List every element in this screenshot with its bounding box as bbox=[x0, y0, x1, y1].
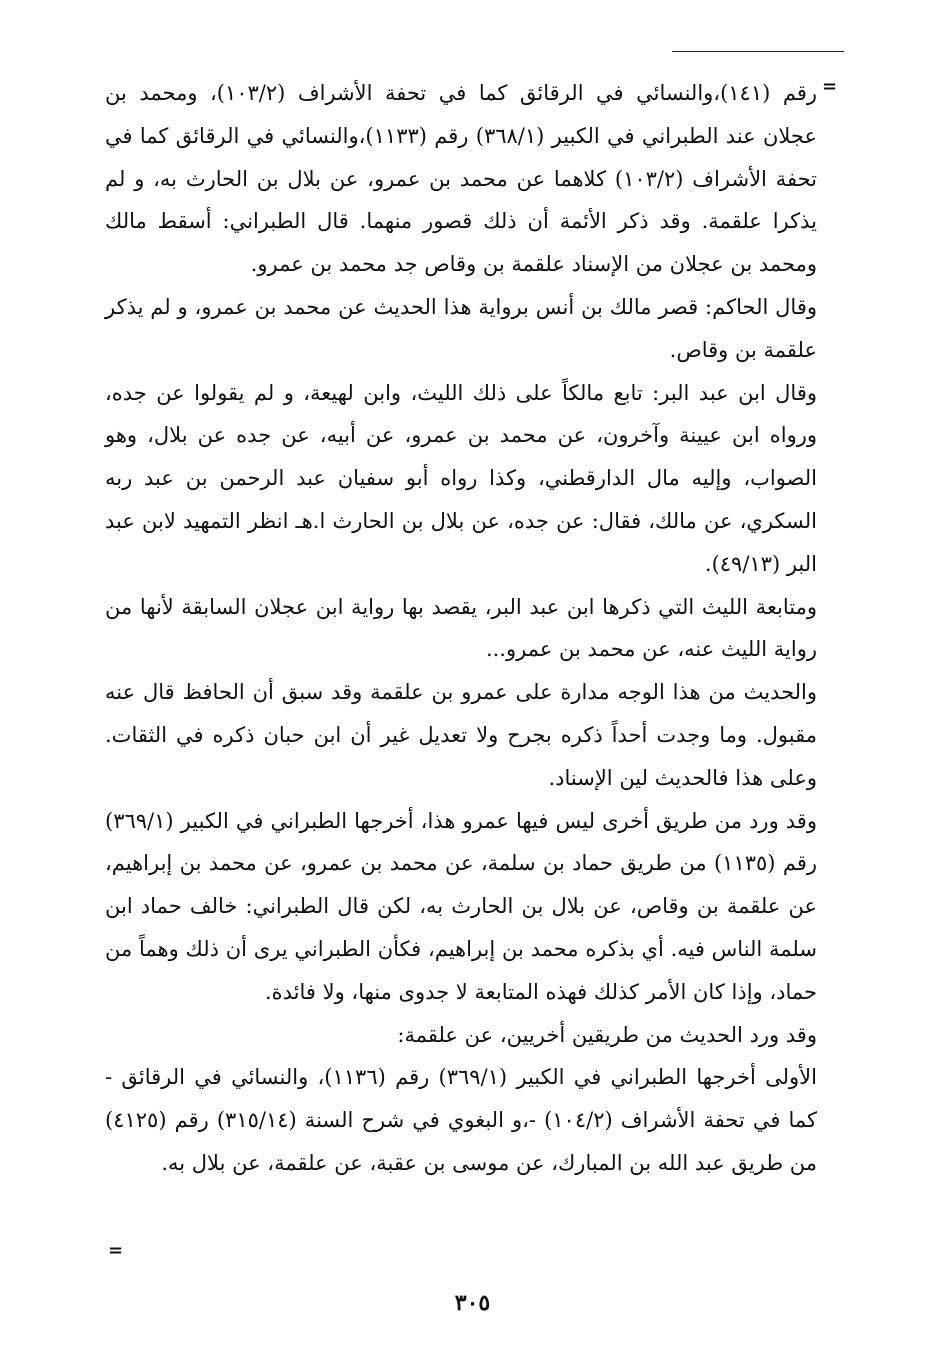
footnote-body bbox=[105, 72, 817, 1185]
paragraph-5: والحديث من هذا الوجه مدارة على عمرو بن علقمة وقد سبق أن الحافظ قال عنه مقبول. وما وجدت أحداً ذكره بجرح ولا تعديل غير أن ابن حبان ذكره في الثقات. وعلى هذا فالحديث لين الإسناد. bbox=[105, 680, 817, 790]
paragraph-7: وقد ورد الحديث من طريقين أخريين، عن علقمة: bbox=[397, 1022, 817, 1047]
paragraph-2: وقال الحاكم: قصر مالك بن أنس برواية هذا الحديث عن محمد بن عمرو، و لم يذكر علقمة بن وقاص. bbox=[105, 294, 817, 362]
paragraph-8: الأولى أخرجها الطبراني في الكبير (٣٦٩/١) رقم (١١٣٦)، والنسائي في الرقائق - كما في تحفة الأشراف (١٠٤/٢) -،و البغوي في شرح السنة (٣١٥/١٤) رقم (٤١٢٥) من طريق عبد الله بن المبارك، عن موسى بن عقبة، عن علقمة، عن بلال به. bbox=[105, 1065, 817, 1175]
paragraph-6: وقد ورد من طريق أخرى ليس فيها عمرو هذا، أخرجها الطبراني في الكبير (٣٦٩/١) رقم (١١٣٥) من طريق حماد بن سلمة، عن محمد بن عمرو، عن محمد بن إبراهيم، عن علقمة بن وقاص، عن بلال بن الحارث به، لكن قال الطبراني: خالف حماد ابن سلمة الناس فيه. أي بذكره محمد بن إبراهيم، فكأن الطبراني يرى أن ذلك وهماً من حماد، وإذا كان الأمر كذلك فهذه المتابعة لا جدوى منها، ولا فائدة. bbox=[105, 808, 817, 1004]
continuation-mark-top: = bbox=[822, 76, 838, 97]
continuation-mark-bottom: = bbox=[108, 1240, 124, 1261]
paragraph-3: وقال ابن عبد البر: تابع مالكاً على ذلك الليث، وابن لهيعة، و لم يقولوا عن جده، ورواه ابن عيينة وآخرون، عن محمد بن عمرو، عن أبيه، عن جده عن بلال، وهو الصواب، وإليه مال الدارقطني، وكذا رواه أبو سفيان عبد الرحمن بن عبد ربه السكري، عن مالك، فقال: عن جده، عن بلال بن الحارث ا.هـ انظر التمهيد لابن عبد البر (٤٩/١٣). bbox=[105, 380, 818, 576]
paragraph-4: ومتابعة الليث التي ذكرها ابن عبد البر، يقصد بها رواية ابن عجلان السابقة لأنها من رواية الليث عنه، عن محمد بن عمرو... bbox=[105, 594, 817, 662]
footnote-separator-rule bbox=[672, 51, 844, 52]
page-number: ٣٠٥ bbox=[454, 1290, 491, 1316]
paragraph-1: رقم (١٤١)،والنسائي في الرقائق كما في تحفة الأشراف (١٠٣/٢)، ومحمد بن عجلان عند الطبراني في الكبير (٣٦٨/١) رقم (١١٣٣)،والنسائي في الرقائق كما في تحفة الأشراف (١٠٣/٢) كلاهما عن محمد بن عمرو، عن بلال بن الحارث به، و لم يذكرا علقمة. وقد ذكر الأئمة أن ذلك قصور منهما. قال الطبراني: أسقط مالك ومحمد بن عجلان من الإسناد علقمة بن وقاص جد محمد بن عمرو. bbox=[105, 81, 817, 277]
